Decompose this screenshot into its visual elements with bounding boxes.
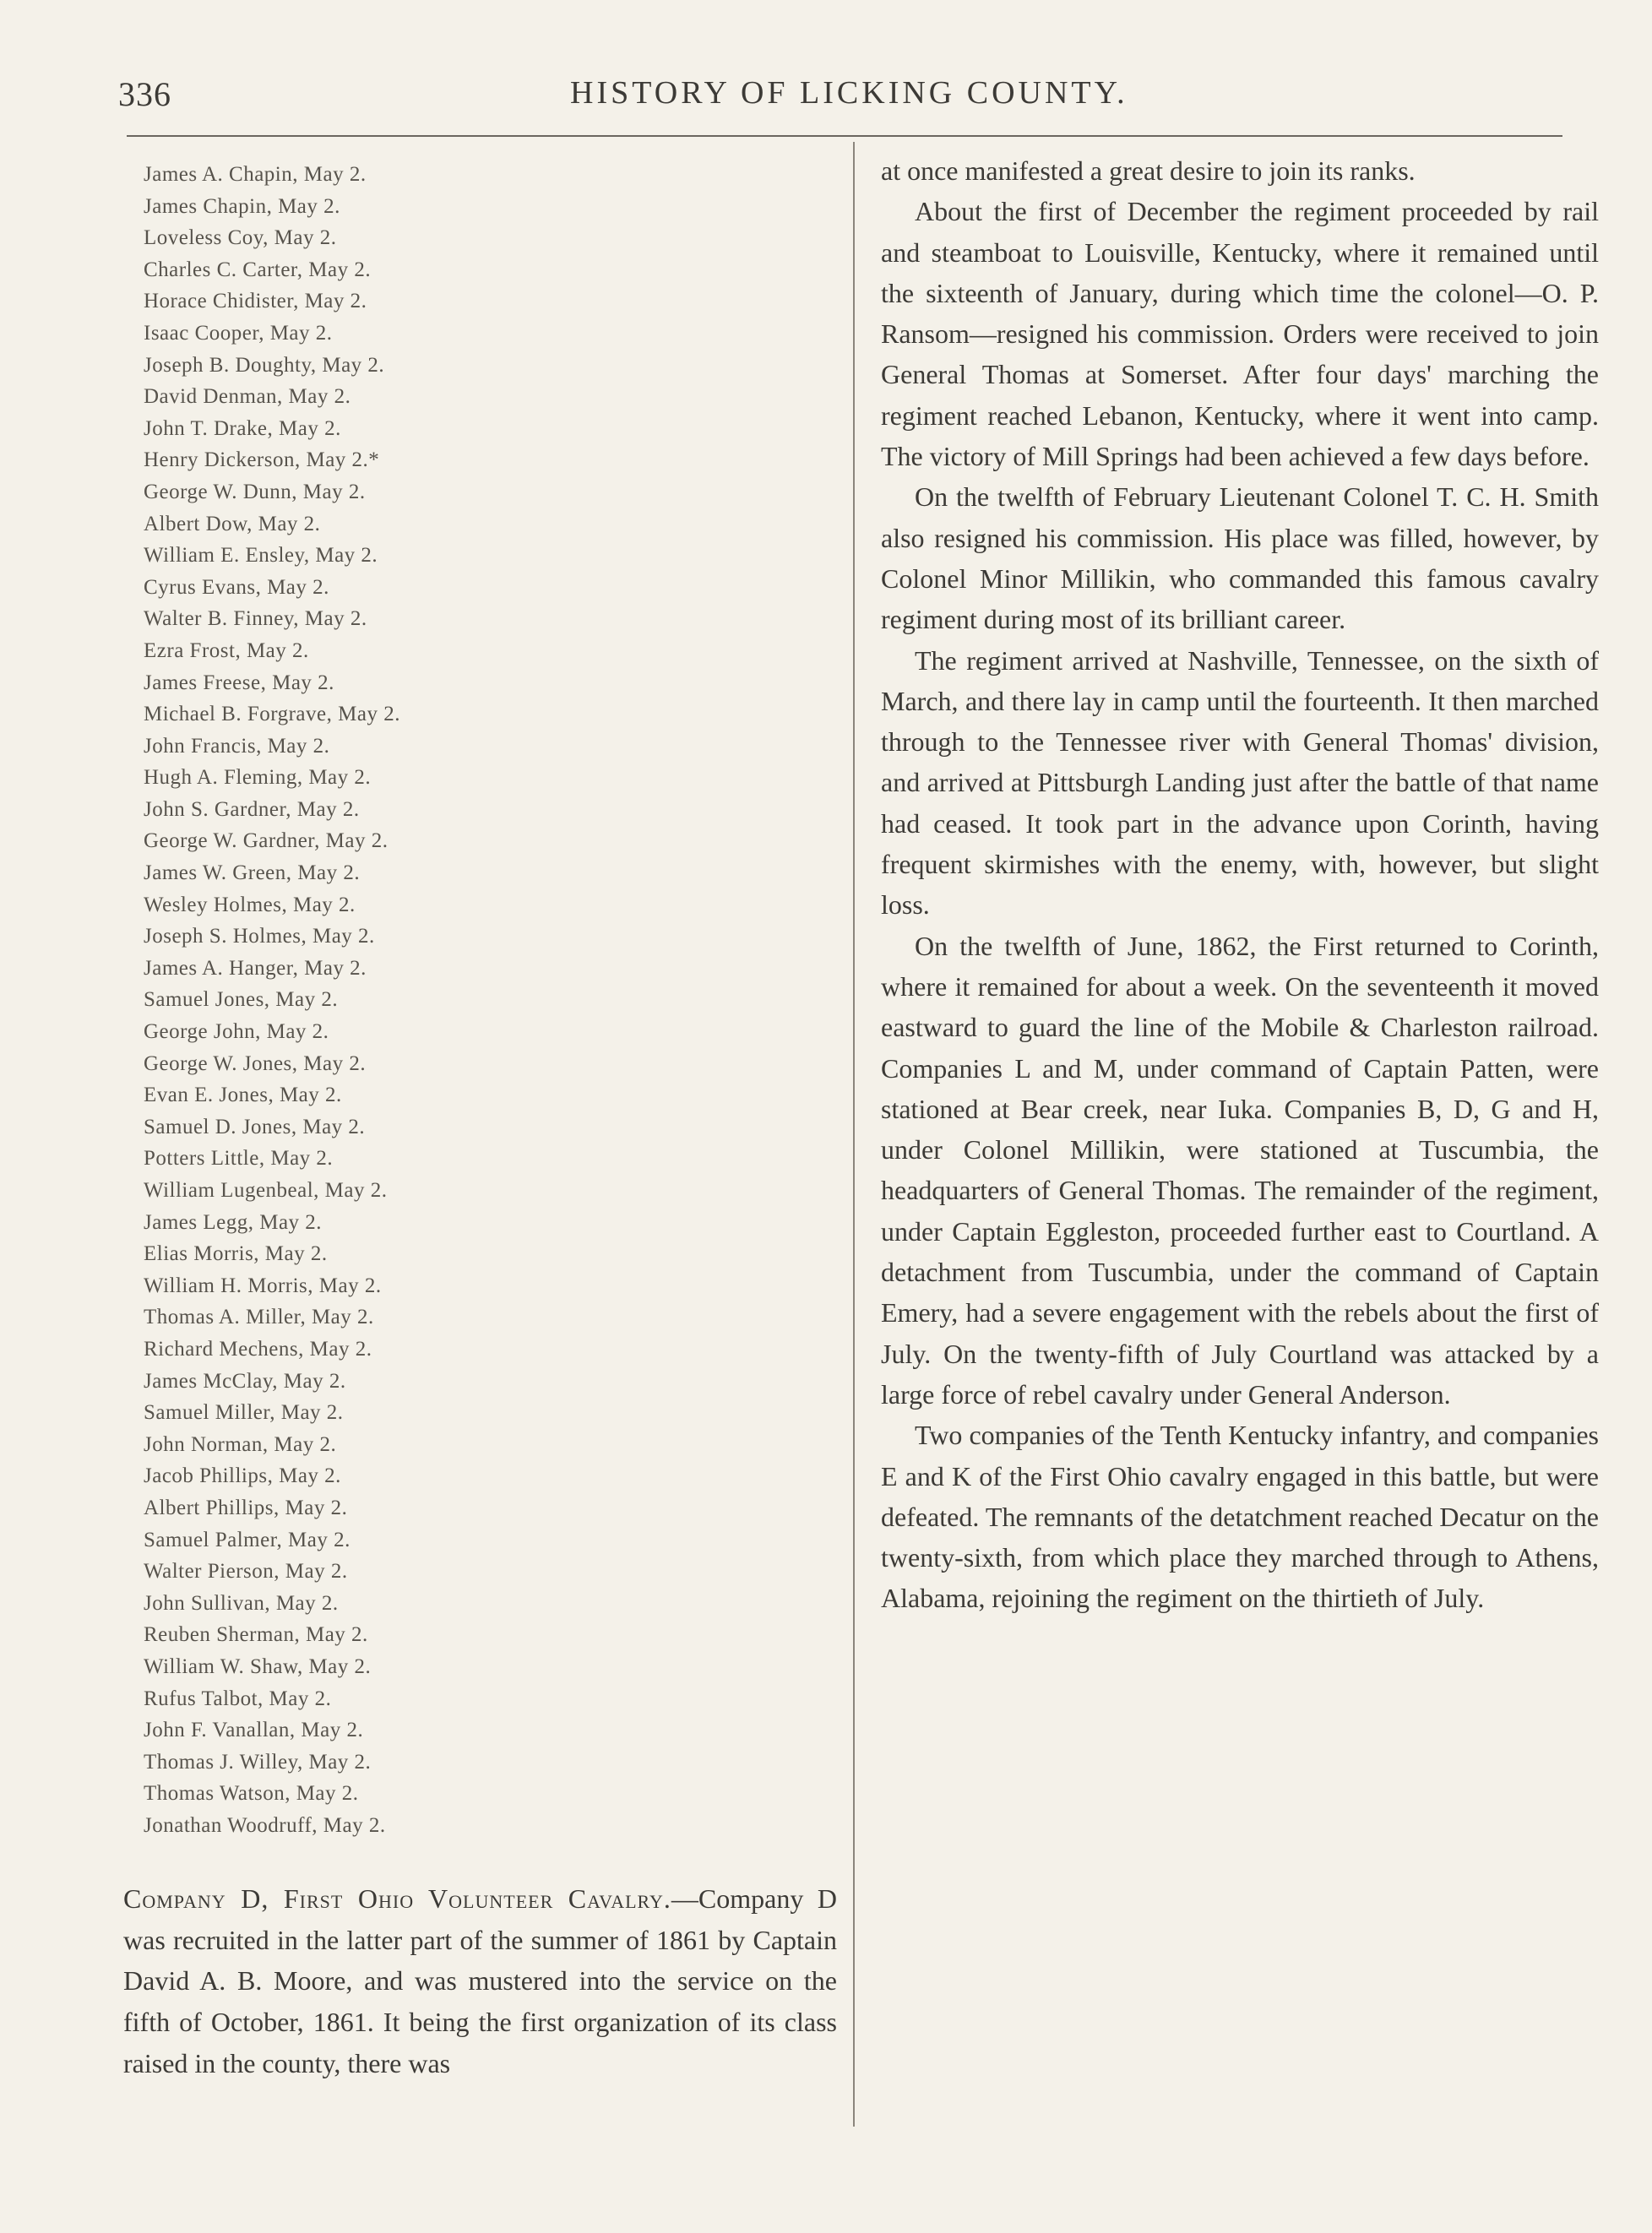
roster-entry: Thomas A. Miller, May 2. xyxy=(144,1306,374,1329)
roster-entry: John S. Gardner, May 2. xyxy=(144,797,360,821)
roster-entry: Elias Morris, May 2. xyxy=(144,1242,328,1266)
roster-entry: Joseph S. Holmes, May 2. xyxy=(144,925,375,948)
company-d-paragraph xyxy=(123,1878,837,2084)
column-divider xyxy=(853,142,855,2127)
roster-entry: Samuel Jones, May 2. xyxy=(144,988,339,1012)
roster-entry: Horace Chidister, May 2. xyxy=(144,290,367,313)
right-paragraph: Two companies of the Tenth Kentucky infantry, and companies E and K of the First Ohio cavalry engaged in this battle, but were defeated. The remnants of the detatchment reached Decatur on the twenty-sixth, from which place they marched through to Athens, Alabama, rejoining the regiment on the thirtieth of July. xyxy=(881,1420,1599,1614)
page-header xyxy=(118,74,1571,122)
roster-entry: James Freese, May 2. xyxy=(144,671,334,694)
right-paragraph: On the twelfth of February Lieutenant Colonel T. C. H. Smith also resigned his commission. His place was filled, however, by Colonel Minor Millikin, who commanded this famous cavalry regiment during most of its brilliant career. xyxy=(881,481,1599,635)
roster-entry: Isaac Cooper, May 2. xyxy=(144,321,333,345)
roster-entry: William Lugenbeal, May 2. xyxy=(144,1179,388,1202)
roster-entry: Cyrus Evans, May 2. xyxy=(144,575,329,599)
roster-entry: Samuel D. Jones, May 2. xyxy=(144,1115,366,1138)
roster-entry: David Denman, May 2. xyxy=(144,385,351,409)
right-paragraph: at once manifested a great desire to join its ranks. xyxy=(881,155,1416,186)
roster-entry: Albert Dow, May 2. xyxy=(144,512,321,535)
roster-entry: Jonathan Woodruff, May 2. xyxy=(144,1813,386,1837)
roster-entry: William E. Ensley, May 2. xyxy=(144,544,378,568)
roster-entry: Samuel Palmer, May 2. xyxy=(144,1528,351,1551)
right-column-text xyxy=(881,150,1599,1619)
roster-entry: John T. Drake, May 2. xyxy=(144,416,341,440)
roster-entry: George John, May 2. xyxy=(144,1020,329,1044)
roster-entry: Potters Little, May 2. xyxy=(144,1147,334,1171)
roster-entry: Wesley Holmes, May 2. xyxy=(144,893,356,916)
roster-entry: Thomas J. Willey, May 2. xyxy=(144,1750,372,1774)
roster-entry: Loveless Coy, May 2. xyxy=(144,226,337,250)
roster-entry: George W. Jones, May 2. xyxy=(144,1051,367,1075)
header-rule xyxy=(127,135,1562,137)
section-body: —Company D was recruited in the latter part of the summer of 1861 by Captain David A. B. Moore, and was mustered into the service on the fifth of October, 1861. It being the first organization of its class raised in the county, there was xyxy=(123,1883,837,2078)
roster-entry: James McClay, May 2. xyxy=(144,1369,346,1393)
roster-entry: James Legg, May 2. xyxy=(144,1210,323,1234)
roster-entry: Evan E. Jones, May 2. xyxy=(144,1084,342,1107)
roster-entry: Michael B. Forgrave, May 2. xyxy=(144,703,400,726)
roster-entry: Jacob Phillips, May 2. xyxy=(144,1464,341,1488)
roster-entry: Henry Dickerson, May 2.* xyxy=(144,448,380,472)
roster-entry: Samuel Miller, May 2. xyxy=(144,1401,344,1425)
roster-entry: James A. Hanger, May 2. xyxy=(144,956,367,980)
roster-entry: Ezra Frost, May 2. xyxy=(144,638,309,662)
roster-entry: Albert Phillips, May 2. xyxy=(144,1496,348,1519)
running-title: HISTORY OF LICKING COUNTY. xyxy=(570,75,1128,111)
roster-entry: Rufus Talbot, May 2. xyxy=(144,1687,332,1710)
roster-entry: John Francis, May 2. xyxy=(144,734,330,758)
roster-entry: James Chapin, May 2. xyxy=(144,194,340,218)
roster-entry: John F. Vanallan, May 2. xyxy=(144,1719,364,1742)
roster-entry: Walter B. Finney, May 2. xyxy=(144,607,367,631)
roster-entry: Joseph B. Doughty, May 2. xyxy=(144,353,385,377)
roster-entry: Reuben Sherman, May 2. xyxy=(144,1623,368,1647)
enlistment-roster xyxy=(144,159,617,1841)
roster-entry: James A. Chapin, May 2. xyxy=(144,163,367,186)
roster-entry: Walter Pierson, May 2. xyxy=(144,1560,348,1584)
roster-entry: James W. Green, May 2. xyxy=(144,861,361,885)
roster-entry: Thomas Watson, May 2. xyxy=(144,1782,359,1806)
roster-entry: John Sullivan, May 2. xyxy=(144,1591,339,1615)
right-paragraph: The regiment arrived at Nashville, Tennessee, on the sixth of March, and there lay in camp until the fourteenth. It then marched through to the Tennessee river with General Thomas' division, and arrived at Pittsburgh Landing just after the battle of that name had ceased. It took part in the advance upon Corinth, having frequent skirmishes with the enemy, with, however, but slight loss. xyxy=(881,644,1599,921)
roster-entry: George W. Dunn, May 2. xyxy=(144,480,366,503)
roster-entry: Richard Mechens, May 2. xyxy=(144,1337,372,1361)
roster-entry: Hugh A. Fleming, May 2. xyxy=(144,766,372,790)
roster-entry: George W. Gardner, May 2. xyxy=(144,829,389,853)
section-heading: Company D, First Ohio Volunteer Cavalry. xyxy=(123,1883,671,1914)
right-paragraph: On the twelfth of June, 1862, the First returned to Corinth, where it remained for about a week. On the seventeenth it moved eastward to guard the line of the Mobile & Charleston railroad. Companies L and M, under command of Captain Patten, were stationed at Bear creek, near Iuka. Companies B, D, G and H, under Colonel Millikin, were stationed at Tuscumbia, the headquarters of General Thomas. The remainder of the regiment, under Captain Eggleston, proceeded further east to Courtland. A detachment from Tuscumbia, under the command of Captain Emery, had a severe engagement with the rebels about the first of July. On the twenty-fifth of July Courtland was attacked by a large force of rebel cavalry under General Anderson. xyxy=(881,930,1599,1410)
roster-entry: Charles C. Carter, May 2. xyxy=(144,258,372,281)
roster-entry: William H. Morris, May 2. xyxy=(144,1274,382,1297)
roster-entry: William W. Shaw, May 2. xyxy=(144,1654,372,1678)
right-paragraph: About the first of December the regiment proceeded by rail and steamboat to Louisville, Kentucky, where it remained until the sixteenth of January, during which time the colonel—O. P. Ransom—resigned his commission. Orders were received to join General Thomas at Somerset. After four days' marching the regiment reached Lebanon, Kentucky, where it went into camp. The victory of Mill Springs had been achieved a few days before. xyxy=(881,196,1599,472)
page-number: 336 xyxy=(118,75,171,113)
roster-entry: John Norman, May 2. xyxy=(144,1432,337,1456)
